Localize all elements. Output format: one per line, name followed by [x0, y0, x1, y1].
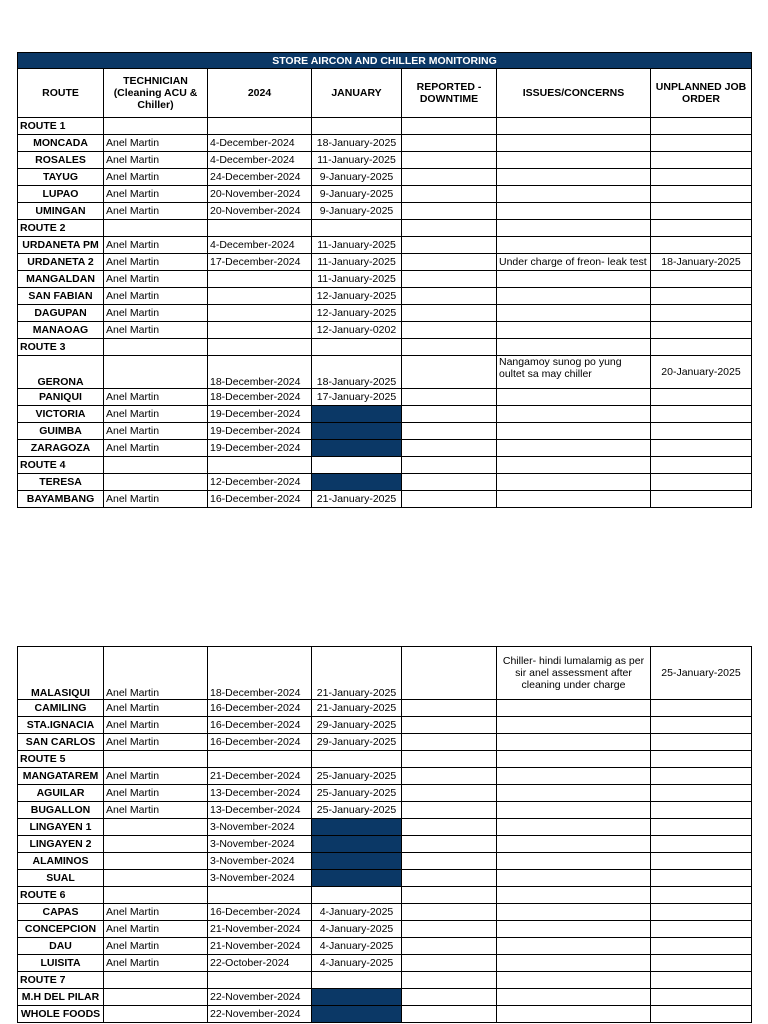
date-2024-cell: 19-December-2024 — [208, 406, 312, 423]
january-cell: 17-January-2025 — [312, 389, 402, 406]
technician-cell: Anel Martin — [104, 203, 208, 220]
january-cell: 11-January-2025 — [312, 237, 402, 254]
table-row — [18, 1006, 752, 1023]
january-cell: 25-January-2025 — [312, 785, 402, 802]
store-name: ALAMINOS — [18, 853, 104, 870]
january-cell: 21-January-2025 — [312, 491, 402, 508]
technician-cell: Anel Martin — [104, 254, 208, 271]
header-route: ROUTE — [18, 69, 104, 118]
store-name: TAYUG — [18, 169, 104, 186]
store-name: CONCEPCION — [18, 921, 104, 938]
store-name: M.H DEL PILAR — [18, 989, 104, 1006]
january-cell: 25-January-2025 — [312, 768, 402, 785]
date-2024-cell: 16-December-2024 — [208, 700, 312, 717]
header-issues: ISSUES/CONCERNS — [497, 69, 651, 118]
store-name: LUISITA — [18, 955, 104, 972]
store-name: LINGAYEN 2 — [18, 836, 104, 853]
technician-cell — [104, 836, 208, 853]
january-cell: 11-January-2025 — [312, 254, 402, 271]
issues-cell — [497, 305, 651, 322]
route-row — [18, 220, 752, 237]
table-row — [18, 423, 752, 440]
january-cell-filled — [312, 870, 402, 887]
table-row — [18, 186, 752, 203]
january-cell: 4-January-2025 — [312, 904, 402, 921]
january-cell: 18-January-2025 — [312, 135, 402, 152]
store-name: VICTORIA — [18, 406, 104, 423]
table-row — [18, 717, 752, 734]
date-2024-cell — [208, 271, 312, 288]
store-name: AGUILAR — [18, 785, 104, 802]
monitoring-table-top — [17, 52, 752, 508]
table-row — [18, 254, 752, 271]
date-2024-cell: 13-December-2024 — [208, 802, 312, 819]
store-name: URDANETA PM — [18, 237, 104, 254]
store-name: STA.IGNACIA — [18, 717, 104, 734]
issues-cell — [497, 288, 651, 305]
store-name: DAU — [18, 938, 104, 955]
technician-cell — [104, 989, 208, 1006]
store-name: SUAL — [18, 870, 104, 887]
date-2024-cell: 16-December-2024 — [208, 734, 312, 751]
table-row — [18, 305, 752, 322]
store-name: LINGAYEN 1 — [18, 819, 104, 836]
date-2024-cell: 13-December-2024 — [208, 785, 312, 802]
january-cell: 12-January-2025 — [312, 305, 402, 322]
unplanned-cell — [651, 305, 752, 322]
january-cell: 25-January-2025 — [312, 802, 402, 819]
date-2024-cell: 18-December-2024 — [208, 647, 312, 700]
date-2024-cell: 16-December-2024 — [208, 717, 312, 734]
unplanned-cell — [651, 237, 752, 254]
unplanned-cell: 18-January-2025 — [651, 254, 752, 271]
sheet-title: STORE AIRCON AND CHILLER MONITORING — [18, 53, 752, 69]
technician-cell: Anel Martin — [104, 717, 208, 734]
technician-cell: Anel Martin — [104, 734, 208, 751]
january-cell: 29-January-2025 — [312, 717, 402, 734]
issues-cell — [497, 271, 651, 288]
store-name: DAGUPAN — [18, 305, 104, 322]
table-row — [18, 853, 752, 870]
unplanned-cell: 25-January-2025 — [651, 647, 752, 700]
store-name: SAN CARLOS — [18, 734, 104, 751]
table-row — [18, 152, 752, 169]
technician-cell: Anel Martin — [104, 288, 208, 305]
table-row — [18, 322, 752, 339]
header-month: JANUARY — [312, 69, 402, 118]
date-2024-cell: 19-December-2024 — [208, 440, 312, 457]
route-label: ROUTE 2 — [18, 220, 104, 237]
table-row — [18, 921, 752, 938]
route-row — [18, 118, 752, 135]
table-row — [18, 989, 752, 1006]
january-cell-filled — [312, 989, 402, 1006]
date-2024-cell: 4-December-2024 — [208, 152, 312, 169]
route-label: ROUTE 5 — [18, 751, 104, 768]
table-row — [18, 237, 752, 254]
store-name: ROSALES — [18, 152, 104, 169]
header-technician: TECHNICIAN (Cleaning ACU & Chiller) — [104, 69, 208, 118]
store-name: GERONA — [18, 356, 104, 389]
january-cell: 9-January-2025 — [312, 203, 402, 220]
technician-cell — [104, 853, 208, 870]
unplanned-cell — [651, 271, 752, 288]
unplanned-cell — [651, 288, 752, 305]
table-row — [18, 785, 752, 802]
january-cell-filled — [312, 819, 402, 836]
january-cell: 4-January-2025 — [312, 955, 402, 972]
table-row — [18, 271, 752, 288]
table-row — [18, 647, 752, 700]
route-label: ROUTE 7 — [18, 972, 104, 989]
technician-cell: Anel Martin — [104, 406, 208, 423]
date-2024-cell: 20-November-2024 — [208, 186, 312, 203]
table-row — [18, 135, 752, 152]
store-name: SAN FABIAN — [18, 288, 104, 305]
technician-cell: Anel Martin — [104, 491, 208, 508]
january-cell-filled — [312, 423, 402, 440]
store-name: PANIQUI — [18, 389, 104, 406]
date-2024-cell: 12-December-2024 — [208, 474, 312, 491]
store-name: CAMILING — [18, 700, 104, 717]
january-cell-filled — [312, 474, 402, 491]
date-2024-cell: 19-December-2024 — [208, 423, 312, 440]
store-name: WHOLE FOODS — [18, 1006, 104, 1023]
date-2024-cell: 3-November-2024 — [208, 836, 312, 853]
technician-cell: Anel Martin — [104, 237, 208, 254]
technician-cell — [104, 356, 208, 389]
store-name: CAPAS — [18, 904, 104, 921]
table-row — [18, 288, 752, 305]
january-cell-filled — [312, 440, 402, 457]
technician-cell: Anel Martin — [104, 802, 208, 819]
technician-cell: Anel Martin — [104, 135, 208, 152]
table-row — [18, 440, 752, 457]
table-row — [18, 406, 752, 423]
store-name: TERESA — [18, 474, 104, 491]
table-row — [18, 700, 752, 717]
january-cell: 18-January-2025 — [312, 356, 402, 389]
technician-cell: Anel Martin — [104, 389, 208, 406]
technician-cell: Anel Martin — [104, 700, 208, 717]
january-cell: 4-January-2025 — [312, 938, 402, 955]
date-2024-cell: 20-November-2024 — [208, 203, 312, 220]
technician-cell: Anel Martin — [104, 768, 208, 785]
technician-cell: Anel Martin — [104, 904, 208, 921]
header-row — [18, 69, 752, 118]
date-2024-cell: 3-November-2024 — [208, 819, 312, 836]
table-row — [18, 955, 752, 972]
technician-cell — [104, 474, 208, 491]
technician-cell: Anel Martin — [104, 152, 208, 169]
technician-cell: Anel Martin — [104, 423, 208, 440]
header-unplanned: UNPLANNED JOB ORDER — [651, 69, 752, 118]
route-row — [18, 887, 752, 904]
table-row — [18, 870, 752, 887]
date-2024-cell — [208, 305, 312, 322]
route-row — [18, 339, 752, 356]
technician-cell: Anel Martin — [104, 647, 208, 700]
store-name: LUPAO — [18, 186, 104, 203]
date-2024-cell: 24-December-2024 — [208, 169, 312, 186]
january-cell-filled — [312, 406, 402, 423]
route-row — [18, 972, 752, 989]
technician-cell: Anel Martin — [104, 440, 208, 457]
technician-cell: Anel Martin — [104, 938, 208, 955]
january-cell: 9-January-2025 — [312, 186, 402, 203]
date-2024-cell: 16-December-2024 — [208, 491, 312, 508]
january-cell: 9-January-2025 — [312, 169, 402, 186]
store-name: MANGALDAN — [18, 271, 104, 288]
january-cell: 11-January-2025 — [312, 152, 402, 169]
technician-cell: Anel Martin — [104, 955, 208, 972]
january-cell-filled — [312, 853, 402, 870]
technician-cell — [104, 1006, 208, 1023]
date-2024-cell: 3-November-2024 — [208, 853, 312, 870]
table-row — [18, 491, 752, 508]
date-2024-cell: 17-December-2024 — [208, 254, 312, 271]
date-2024-cell: 22-November-2024 — [208, 989, 312, 1006]
technician-cell — [104, 870, 208, 887]
issues-cell — [497, 322, 651, 339]
table-row — [18, 938, 752, 955]
technician-cell: Anel Martin — [104, 921, 208, 938]
technician-cell: Anel Martin — [104, 169, 208, 186]
store-name: GUIMBA — [18, 423, 104, 440]
date-2024-cell: 3-November-2024 — [208, 870, 312, 887]
january-cell: 4-January-2025 — [312, 921, 402, 938]
store-name: MANAOAG — [18, 322, 104, 339]
date-2024-cell: 16-December-2024 — [208, 904, 312, 921]
january-cell: 29-January-2025 — [312, 734, 402, 751]
date-2024-cell: 18-December-2024 — [208, 389, 312, 406]
technician-cell: Anel Martin — [104, 271, 208, 288]
date-2024-cell — [208, 288, 312, 305]
january-cell: 11-January-2025 — [312, 271, 402, 288]
issues-cell: Under charge of freon- leak test — [497, 254, 651, 271]
store-name: BAYAMBANG — [18, 491, 104, 508]
table-row — [18, 203, 752, 220]
table-row — [18, 356, 752, 389]
table-row — [18, 819, 752, 836]
table-row — [18, 734, 752, 751]
date-2024-cell: 4-December-2024 — [208, 237, 312, 254]
date-2024-cell: 18-December-2024 — [208, 356, 312, 389]
route-row — [18, 457, 752, 474]
store-name: MALASIQUI — [18, 647, 104, 700]
table-row — [18, 768, 752, 785]
store-name: URDANETA 2 — [18, 254, 104, 271]
january-cell: 12-January-0202 — [312, 322, 402, 339]
header-reported-downtime: REPORTED - DOWNTIME — [402, 69, 497, 118]
date-2024-cell — [208, 322, 312, 339]
header-year: 2024 — [208, 69, 312, 118]
table-row — [18, 389, 752, 406]
issues-cell: Chiller- hindi lumalamig as per sir anel assessment after cleaning under charge — [497, 647, 651, 700]
unplanned-cell: 20-January-2025 — [651, 356, 752, 389]
route-label: ROUTE 6 — [18, 887, 104, 904]
store-name: UMINGAN — [18, 203, 104, 220]
technician-cell — [104, 819, 208, 836]
store-name: MONCADA — [18, 135, 104, 152]
unplanned-cell — [651, 322, 752, 339]
table-row — [18, 802, 752, 819]
store-name: BUGALLON — [18, 802, 104, 819]
technician-cell: Anel Martin — [104, 305, 208, 322]
route-label: ROUTE 4 — [18, 457, 104, 474]
date-2024-cell: 21-December-2024 — [208, 768, 312, 785]
technician-cell: Anel Martin — [104, 322, 208, 339]
route-row — [18, 751, 752, 768]
date-2024-cell: 22-November-2024 — [208, 1006, 312, 1023]
january-cell-filled — [312, 1006, 402, 1023]
january-cell: 21-January-2025 — [312, 647, 402, 700]
date-2024-cell: 4-December-2024 — [208, 135, 312, 152]
technician-cell: Anel Martin — [104, 186, 208, 203]
january-cell: 12-January-2025 — [312, 288, 402, 305]
table-row — [18, 904, 752, 921]
route-label: ROUTE 3 — [18, 339, 104, 356]
store-name: MANGATAREM — [18, 768, 104, 785]
date-2024-cell: 22-October-2024 — [208, 955, 312, 972]
date-2024-cell: 21-November-2024 — [208, 938, 312, 955]
issues-cell — [497, 237, 651, 254]
issues-cell: Nangamoy sunog po yung oultet sa may chiller — [497, 356, 651, 389]
table-row — [18, 169, 752, 186]
date-2024-cell: 21-November-2024 — [208, 921, 312, 938]
technician-cell: Anel Martin — [104, 785, 208, 802]
store-name: ZARAGOZA — [18, 440, 104, 457]
route-label: ROUTE 1 — [18, 118, 104, 135]
table-row — [18, 474, 752, 491]
january-cell: 21-January-2025 — [312, 700, 402, 717]
monitoring-table-bottom — [17, 646, 752, 1023]
january-cell-filled — [312, 836, 402, 853]
table-row — [18, 836, 752, 853]
